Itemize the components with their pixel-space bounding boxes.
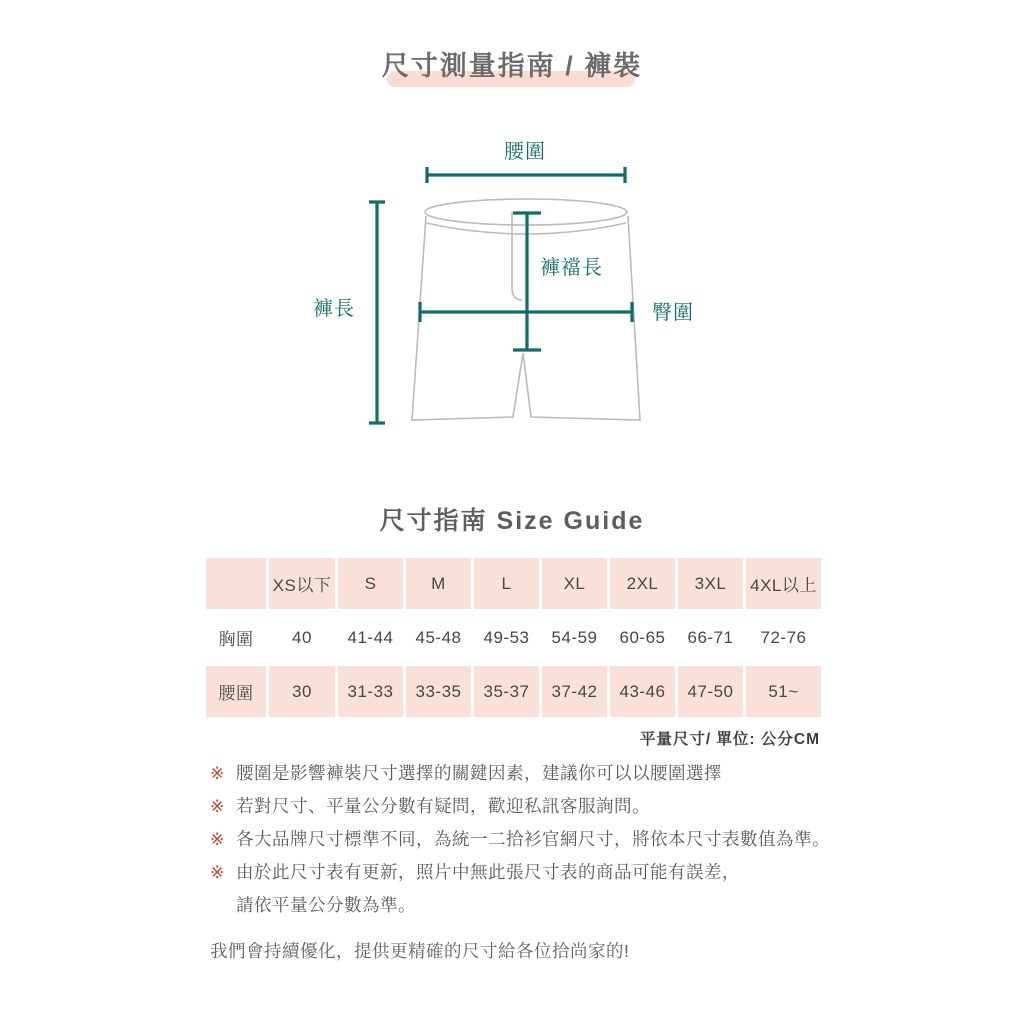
size-cell: 66-71 [677, 611, 745, 665]
size-cell: 40 [268, 611, 337, 665]
note-text: 若對尺寸、平量公分數有疑問，歡迎私訊客服詢問。 [236, 796, 650, 816]
size-cell: 51~ [745, 665, 823, 719]
size-cell: 35-37 [473, 665, 541, 719]
hip-label: 臀圍 [652, 302, 694, 324]
size-cell: 43-46 [609, 665, 677, 719]
reference-mark-icon: ※ [210, 764, 225, 783]
waist-measure-line [427, 167, 625, 183]
size-cell: 37-42 [541, 665, 609, 719]
crotch-label: 褲襠長 [540, 257, 603, 279]
column-header: 4XL以上 [745, 557, 823, 611]
note-text-continued: 請依平量公分數為準。 [236, 895, 416, 915]
column-header: 3XL [677, 557, 745, 611]
reference-mark-icon: ※ [210, 863, 225, 882]
waist-label: 腰圍 [504, 141, 546, 163]
column-header: S [337, 557, 405, 611]
unit-note: 平量尺寸/ 單位: 公分CM [639, 731, 820, 748]
corner-cell [205, 557, 268, 611]
column-header: M [405, 557, 473, 611]
note-text: 各大品牌尺寸標準不同，為統一二拾衫官網尺寸，將依本尺寸表數值為準。 [236, 829, 830, 849]
pants-measurement-diagram [298, 128, 722, 463]
column-header: XL [541, 557, 609, 611]
size-cell: 33-35 [405, 665, 473, 719]
size-table-header-row [205, 557, 823, 611]
reference-mark-icon: ※ [210, 797, 225, 816]
length-label: 褲長 [313, 298, 355, 320]
section-title: 尺寸指南 Size Guide [379, 507, 645, 535]
size-cell: 30 [268, 665, 337, 719]
size-cell: 49-53 [473, 611, 541, 665]
page-header [0, 50, 1024, 82]
page-title: 尺寸測量指南 / 褲裝 [381, 51, 643, 81]
length-measure-line [369, 202, 385, 423]
size-cell: 60-65 [609, 611, 677, 665]
column-header: XS以下 [268, 557, 337, 611]
reference-mark-icon: ※ [210, 830, 225, 849]
notes-footer: 我們會持續優化，提供更精確的尺寸給各位拾尚家的! [210, 941, 630, 961]
note-item [210, 790, 890, 823]
column-header: 2XL [609, 557, 677, 611]
size-cell: 45-48 [405, 611, 473, 665]
size-cell: 41-44 [337, 611, 405, 665]
table-row-waist [205, 665, 823, 719]
size-cell: 72-76 [745, 611, 823, 665]
note-item [210, 823, 890, 856]
row-label: 胸圍 [205, 611, 268, 665]
notes-list [210, 757, 890, 968]
note-text: 腰圍是影響褲裝尺寸選擇的關鍵因素，建議你可以以腰圍選擇 [236, 763, 722, 783]
size-cell: 31-33 [337, 665, 405, 719]
column-header: L [473, 557, 541, 611]
size-cell: 54-59 [541, 611, 609, 665]
size-cell: 47-50 [677, 665, 745, 719]
size-table [203, 555, 824, 720]
table-row-chest [205, 611, 823, 665]
note-text: 由於此尺寸表有更新，照片中無此張尺寸表的商品可能有誤差， [236, 862, 740, 882]
row-label: 腰圍 [205, 665, 268, 719]
note-item [210, 856, 890, 922]
note-item [210, 757, 890, 790]
